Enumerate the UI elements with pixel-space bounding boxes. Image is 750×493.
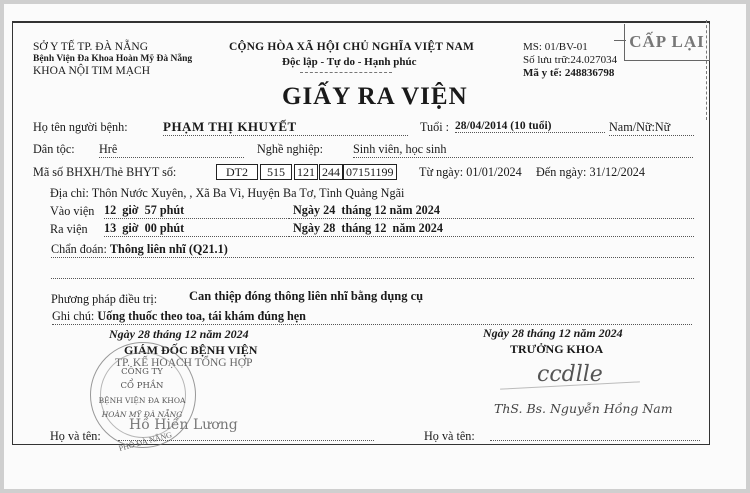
director-name-label: Họ và tên:	[50, 429, 101, 443]
admission-time: 12 giờ 57 phút	[104, 203, 289, 219]
archive-number: Số lưu trữ:24.027034	[523, 54, 618, 66]
medical-code: Mã y tế: 248836798	[523, 67, 615, 79]
hospital-name: Bệnh Viện Đa Khoa Hoàn Mỹ Đà Nẵng	[33, 54, 193, 64]
head-signer-name: ThS. Bs. Nguyễn Hồng Nam	[494, 401, 673, 416]
sex-value: Nữ	[654, 120, 671, 134]
seal-line-3: BỆNH VIỆN ĐA KHOA	[98, 396, 186, 405]
discharge-date: Ngày 28 tháng 12 năm 2024	[289, 221, 694, 237]
ethnicity-label: Dân tộc:	[33, 142, 75, 156]
director-signer-name: Hồ Hiền Lương	[129, 417, 238, 433]
age-value: 28/04/2014 (10 tuổi)	[455, 120, 605, 133]
admission-date: Ngày 24 tháng 12 năm 2024	[289, 203, 694, 219]
diagnosis-extra-line	[51, 264, 694, 279]
address: Địa chỉ: Thôn Nước Xuyên, , Xã Ba Vì, Huyện Ba Tơ, Tỉnh Quảng Ngãi	[50, 186, 405, 200]
discharge-time: 13 giờ 00 phút	[104, 221, 289, 237]
insurance-valid-to: Đến ngày: 31/12/2024	[536, 165, 645, 179]
insurance-part-2: 515	[260, 164, 292, 180]
insurance-label: Mã số BHXH/Thẻ BHYT số:	[33, 165, 177, 179]
reissue-stamp: CẤP LẠI	[624, 24, 710, 61]
insurance-number-boxes	[216, 164, 397, 180]
sex-field	[609, 120, 694, 136]
note-value: Uống thuốc theo toa, tái khám đúng hẹn	[97, 309, 306, 323]
seal-line-4: HOÀN MỸ ĐÀ NẴNG	[101, 410, 183, 419]
seal-line-2: CỔ PHẦN	[120, 381, 164, 391]
ethnicity-value: Hrê	[99, 142, 244, 158]
note-field	[52, 309, 692, 325]
form-code: MS: 01/BV-01	[523, 41, 588, 53]
note-label: Ghi chú:	[52, 309, 95, 323]
insurance-part-4: 244	[319, 164, 343, 180]
head-signature: ccdlle	[537, 362, 603, 387]
diagnosis-field	[51, 242, 694, 258]
director-sign-date: Ngày 28 tháng 12 năm 2024	[109, 327, 249, 341]
occupation-label: Nghề nghiệp:	[257, 142, 324, 156]
head-sign-date: Ngày 28 tháng 12 năm 2024	[483, 326, 623, 340]
treatment-label: Phương pháp điều trị:	[51, 292, 158, 306]
fold-line	[706, 20, 707, 120]
admission-label: Vào viện	[50, 204, 95, 218]
motto: Độc lập - Tự do - Hạnh phúc	[282, 56, 417, 68]
stamp-line	[614, 40, 626, 41]
insurance-part-1: DT2	[216, 164, 258, 180]
motto-divider	[300, 72, 392, 73]
head-name-line	[490, 440, 700, 441]
org-department: SỞ Y TẾ TP. ĐÀ NẴNG	[33, 41, 149, 53]
director-title: GIÁM ĐỐC BỆNH VIỆN	[124, 343, 258, 357]
head-name-label: Họ và tên:	[424, 429, 475, 443]
ward-name: KHOA NỘI TIM MẠCH	[33, 65, 151, 77]
discharge-label: Ra viện	[50, 222, 88, 236]
insurance-part-5: 07151199	[343, 164, 397, 180]
sex-label: Nam/Nữ:	[609, 120, 655, 134]
seal-city: PHỐ ĐÀ NẴNG	[117, 430, 173, 453]
insurance-part-3: 121	[294, 164, 318, 180]
seal-line-1: CÔNG TY	[121, 367, 163, 377]
patient-name-label: Họ tên người bệnh:	[33, 120, 128, 134]
diagnosis-label: Chẩn đoán:	[51, 242, 107, 256]
patient-name: PHẠM THỊ KHUYẾT	[163, 119, 408, 136]
director-subtitle: TP. KẾ HOẠCH TỔNG HỢP	[115, 357, 253, 369]
insurance-valid-from: Từ ngày: 01/01/2024	[419, 165, 522, 179]
occupation-value: Sinh viên, học sinh	[353, 142, 693, 158]
nation-name: CỘNG HÒA XÃ HỘI CHỦ NGHĨA VIỆT NAM	[229, 41, 475, 53]
director-name-line	[118, 440, 374, 441]
diagnosis-value: Thông liên nhĩ (Q21.1)	[109, 242, 228, 256]
head-title: TRƯỞNG KHOA	[510, 342, 604, 356]
treatment-value: Can thiệp đóng thông liên nhĩ bằng dụng cụ	[189, 289, 424, 303]
document-title: GIẤY RA VIỆN	[282, 83, 468, 110]
age-label: Tuổi :	[420, 120, 450, 134]
